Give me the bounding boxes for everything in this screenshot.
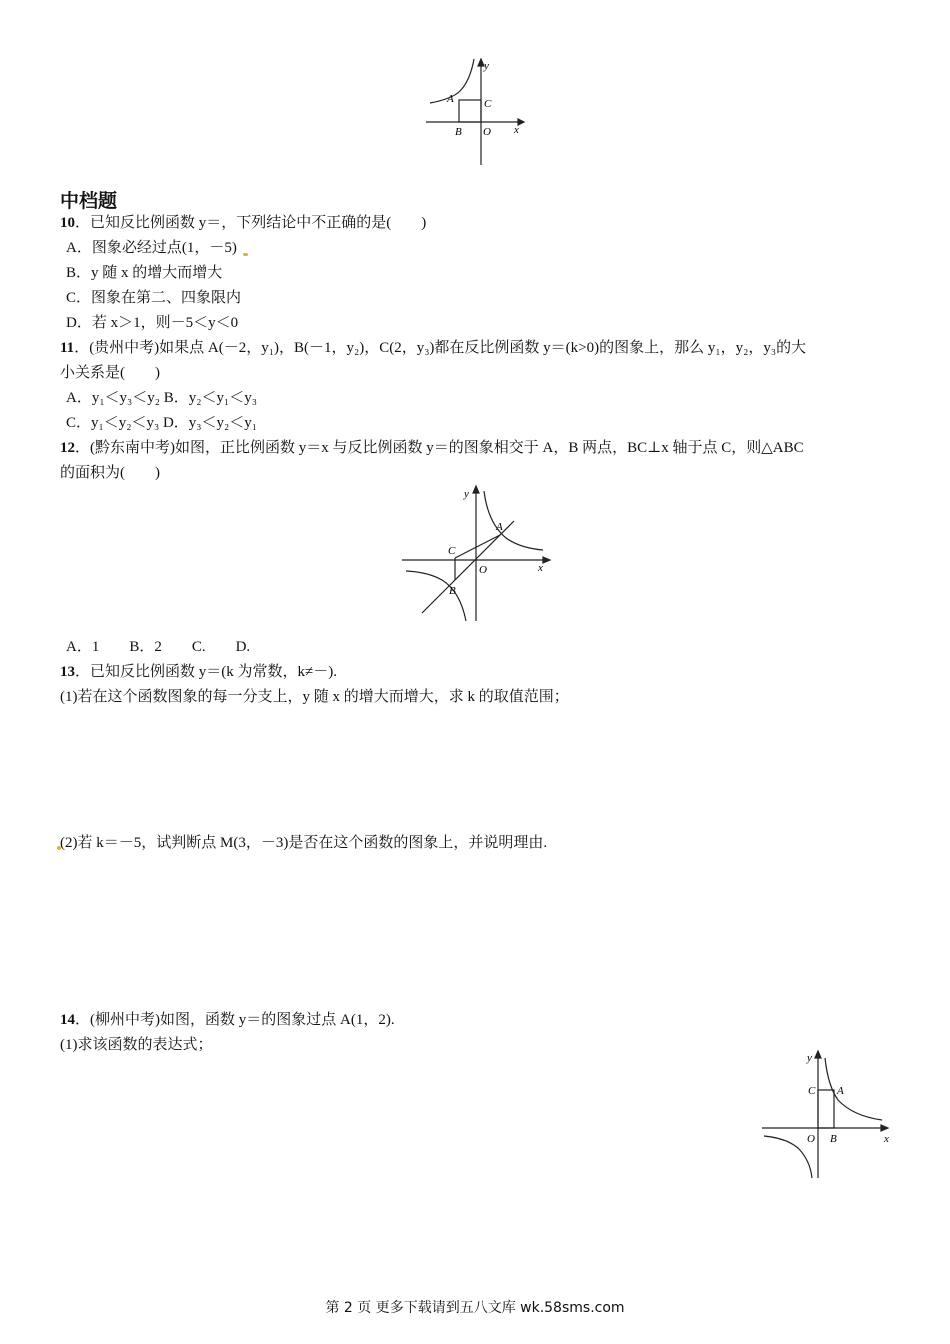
rectangle-ocab — [818, 1090, 834, 1128]
rectangle-abco — [459, 100, 481, 122]
q11-options-cd: C．y₁＜y₂＜y₃ D．y₃＜y₂＜y₁ — [66, 415, 257, 431]
q14-text: ．(柳州中考)如图，函数 y＝的图象过点 A(1，2). — [75, 1012, 395, 1028]
x-axis-arrow — [518, 119, 524, 125]
q13-number: 13 — [60, 664, 75, 680]
label-y: y — [464, 488, 469, 500]
q11-text-2: 小关系是( ) — [60, 365, 160, 381]
label-b: B — [455, 126, 462, 138]
q10-option-a: A．图象必经过点(1，－5) — [66, 240, 237, 256]
q13-text: ．已知反比例函数 y＝(k 为常数，k≠－). — [75, 664, 337, 680]
hyperbola-branch-3 — [764, 1136, 812, 1178]
label-x: x — [884, 1133, 889, 1145]
y-axis-arrow — [815, 1051, 821, 1058]
q13-stem — [60, 661, 337, 683]
figure-1-graph — [420, 55, 530, 170]
q10-stem — [60, 212, 426, 234]
label-x: x — [538, 562, 543, 574]
label-o: O — [807, 1133, 815, 1145]
section-title: 中档题 — [60, 190, 118, 212]
label-y: y — [484, 60, 489, 72]
x-axis-arrow — [543, 557, 550, 563]
hyperbola-branch-1 — [484, 491, 543, 550]
line-y-equals-x — [422, 521, 514, 613]
q12-options: A．1 B．2 C. D. — [66, 639, 251, 655]
q11-number: 11 — [60, 340, 75, 356]
label-x: x — [514, 124, 519, 136]
q11-text-1: ．(贵州中考)如果点 A(－2，y₁)，B(－1，y₂)，C(2，y₃)都在反比例函数 y＝(k>0)的图象上，那么 y₁，y₂，y₃的大 — [74, 340, 807, 356]
q11-stem — [60, 337, 806, 359]
q14-stem — [60, 1009, 395, 1031]
label-o: O — [479, 564, 487, 576]
label-b: B — [830, 1133, 837, 1145]
q12-text-2: 的面积为( ) — [60, 465, 160, 481]
y-axis-arrow — [473, 486, 479, 493]
label-y: y — [807, 1052, 812, 1064]
label-c: C — [484, 98, 492, 110]
label-o: O — [483, 126, 491, 138]
label-c: C — [448, 545, 456, 557]
yellow-mark — [243, 253, 248, 256]
q10-option-b: B．y 随 x 的增大而增大 — [66, 265, 223, 281]
q13-part-1: (1)若在这个函数图象的每一分支上，y 随 x 的增大而增大，求 k 的取值范围； — [60, 689, 569, 705]
q14-number: 14 — [60, 1012, 75, 1028]
q11-options-ab: A．y₁＜y₃＜y₂ B．y₂＜y₁＜y₃ — [66, 390, 257, 406]
q12-number: 12 — [60, 440, 75, 456]
q10-option-c: C．图象在第二、四象限内 — [66, 290, 242, 306]
figure-q12-graph — [398, 483, 553, 625]
q14-part-1: (1)求该函数的表达式； — [60, 1037, 213, 1053]
label-c: C — [808, 1085, 816, 1097]
q10-text: ．已知反比例函数 y＝，下列结论中不正确的是( ) — [75, 215, 427, 231]
q10-number: 10 — [60, 215, 75, 231]
x-axis-arrow — [881, 1125, 888, 1131]
page-footer: 第 2 页 更多下载请到五八文库 wk.58sms.com — [325, 1300, 625, 1316]
segment-ca — [455, 535, 500, 558]
label-a: A — [447, 93, 454, 105]
q12-text-1: ．(黔东南中考)如图，正比例函数 y＝x 与反比例函数 y＝的图象相交于 A，B 两点，BC⊥x 轴于点 C，则△ABC — [75, 440, 804, 456]
label-a: A — [496, 521, 503, 533]
q12-stem — [60, 437, 804, 459]
q13-part-2: (2)若 k＝－5，试判断点 M(3，－3)是否在这个函数的图象上，并说明理由. — [60, 835, 548, 851]
figure-q14-graph — [758, 1048, 898, 1183]
q10-option-d: D．若 x＞1，则－5＜y＜0 — [66, 315, 239, 331]
label-b: B — [449, 585, 456, 597]
label-a: A — [837, 1085, 844, 1097]
